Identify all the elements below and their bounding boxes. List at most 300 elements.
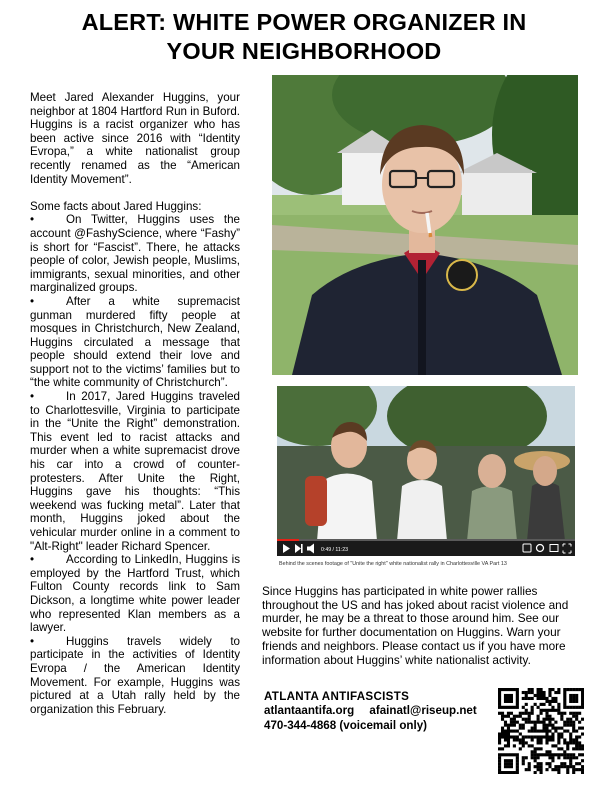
qr-module <box>498 753 501 756</box>
qr-module <box>563 706 566 709</box>
qr-module <box>507 771 510 774</box>
qr-module <box>572 721 575 724</box>
title-line-1: ALERT: WHITE POWER ORGANIZER IN <box>81 9 527 35</box>
qr-module <box>572 738 575 741</box>
qr-module <box>563 697 566 700</box>
qr-module <box>504 762 507 765</box>
qr-module <box>578 727 581 730</box>
qr-module <box>557 756 560 759</box>
qr-module <box>534 727 537 730</box>
qr-module <box>516 688 519 691</box>
qr-module <box>531 750 534 753</box>
qr-module <box>560 753 563 756</box>
qr-module <box>507 735 510 738</box>
qr-module <box>548 765 551 768</box>
qr-module <box>510 765 513 768</box>
qr-module <box>551 724 554 727</box>
qr-module <box>572 715 575 718</box>
qr-module <box>534 750 537 753</box>
qr-module <box>560 735 563 738</box>
qr-module <box>516 697 519 700</box>
qr-module <box>554 691 557 694</box>
qr-module <box>545 700 548 703</box>
qr-module <box>516 721 519 724</box>
qr-code[interactable] <box>498 688 584 774</box>
qr-module <box>528 730 531 733</box>
qr-module <box>569 753 572 756</box>
qr-module <box>548 688 551 691</box>
qr-module <box>531 706 534 709</box>
qr-module <box>501 715 504 718</box>
qr-module <box>548 694 551 697</box>
qr-module <box>548 753 551 756</box>
qr-module <box>540 753 543 756</box>
email-link[interactable]: afainatl@riseup.net <box>369 704 477 718</box>
qr-module <box>572 727 575 730</box>
qr-module <box>516 703 519 706</box>
qr-module <box>542 730 545 733</box>
qr-module <box>507 730 510 733</box>
qr-module <box>531 727 534 730</box>
qr-module <box>545 715 548 718</box>
qr-module <box>531 709 534 712</box>
qr-module <box>516 762 519 765</box>
qr-module <box>507 700 510 703</box>
qr-module <box>551 697 554 700</box>
qr-module <box>563 721 566 724</box>
qr-module <box>507 765 510 768</box>
qr-module <box>525 741 528 744</box>
qr-module <box>507 741 510 744</box>
qr-module <box>531 744 534 747</box>
qr-module <box>554 697 557 700</box>
warning-paragraph: Since Huggins has participated in white power rallies throughout the US and has joked about racist violence and murder, he may be a threat to those around him. See our website for further documentation on Huggins. Warn your friends and neighbors. Please contact us if you have more information about Huggins’ white nationalist activity. <box>262 584 569 667</box>
qr-module <box>554 768 557 771</box>
qr-module <box>525 694 528 697</box>
qr-module <box>557 732 560 735</box>
qr-module <box>516 768 519 771</box>
qr-module <box>528 762 531 765</box>
qr-module <box>575 700 578 703</box>
qr-module <box>548 700 551 703</box>
qr-module <box>551 709 554 712</box>
qr-module <box>540 688 543 691</box>
qr-module <box>548 756 551 759</box>
qr-module <box>575 706 578 709</box>
qr-module <box>540 735 543 738</box>
qr-module <box>498 697 501 700</box>
qr-module <box>575 744 578 747</box>
qr-module <box>554 753 557 756</box>
qr-module <box>578 688 581 691</box>
qr-module <box>513 735 516 738</box>
qr-module <box>575 738 578 741</box>
qr-module <box>501 771 504 774</box>
qr-module <box>510 759 513 762</box>
portrait-photo <box>272 75 578 375</box>
qr-module <box>540 747 543 750</box>
qr-module <box>513 715 516 718</box>
qr-module <box>516 765 519 768</box>
qr-module <box>501 747 504 750</box>
qr-module <box>513 738 516 741</box>
qr-module <box>548 762 551 765</box>
qr-module <box>507 753 510 756</box>
qr-module <box>578 747 581 750</box>
qr-module <box>563 741 566 744</box>
qr-module <box>528 768 531 771</box>
qr-module <box>557 727 560 730</box>
qr-module <box>540 768 543 771</box>
qr-module <box>525 721 528 724</box>
qr-module <box>507 759 510 762</box>
qr-module <box>560 732 563 735</box>
qr-module <box>516 706 519 709</box>
qr-module <box>545 727 548 730</box>
qr-module <box>575 730 578 733</box>
qr-module <box>540 694 543 697</box>
qr-module <box>531 735 534 738</box>
qr-module <box>528 691 531 694</box>
qr-module <box>557 753 560 756</box>
qr-module <box>513 744 516 747</box>
qr-module <box>572 747 575 750</box>
fact-text: After a white supremacist gunman murdered fifty people at mosques in Christchurch, New Zealand, Huggins circulated a message that people should extend their love and support not to the victims’ families but to “the white community of Christchurch”. <box>30 294 240 390</box>
qr-module <box>569 741 572 744</box>
qr-module <box>569 718 572 721</box>
qr-module <box>566 688 569 691</box>
qr-module <box>581 718 584 721</box>
qr-module <box>528 712 531 715</box>
qr-module <box>507 762 510 765</box>
qr-module <box>560 718 563 721</box>
qr-module <box>557 741 560 744</box>
qr-module <box>563 724 566 727</box>
qr-module <box>581 747 584 750</box>
qr-module <box>545 753 548 756</box>
qr-module <box>507 715 510 718</box>
qr-module <box>581 759 584 762</box>
portrait-illustration <box>272 75 578 375</box>
qr-module <box>566 771 569 774</box>
qr-module <box>548 691 551 694</box>
qr-module <box>551 768 554 771</box>
qr-module <box>545 709 548 712</box>
qr-module <box>516 694 519 697</box>
qr-module <box>507 688 510 691</box>
qr-module <box>525 756 528 759</box>
qr-module <box>566 753 569 756</box>
qr-module <box>566 706 569 709</box>
qr-module <box>563 700 566 703</box>
qr-module <box>534 753 537 756</box>
qr-module <box>528 718 531 721</box>
qr-module <box>572 765 575 768</box>
qr-module <box>540 721 543 724</box>
qr-module <box>537 768 540 771</box>
qr-module <box>507 732 510 735</box>
qr-module <box>528 744 531 747</box>
qr-module <box>569 688 572 691</box>
qr-module <box>566 721 569 724</box>
qr-module <box>519 724 522 727</box>
qr-module <box>557 688 560 691</box>
qr-module <box>498 694 501 697</box>
qr-module <box>548 735 551 738</box>
qr-module <box>522 741 525 744</box>
qr-module <box>566 747 569 750</box>
qr-module <box>516 738 519 741</box>
qr-module <box>548 721 551 724</box>
qr-module <box>545 718 548 721</box>
qr-module <box>504 732 507 735</box>
qr-module <box>545 735 548 738</box>
qr-module <box>540 691 543 694</box>
qr-module <box>537 715 540 718</box>
qr-module <box>498 688 501 691</box>
qr-module <box>507 727 510 730</box>
qr-module <box>551 756 554 759</box>
qr-module <box>531 688 534 691</box>
qr-module <box>522 706 525 709</box>
qr-module <box>531 753 534 756</box>
qr-module <box>548 703 551 706</box>
qr-module <box>540 765 543 768</box>
qr-module <box>504 700 507 703</box>
fact-text: Huggins travels widely to participate in the activities of Identity Evropa / the American Identity Movement. For example, Huggins was pictured at a Utah rally held by the organization this February. <box>30 634 240 716</box>
qr-module <box>569 735 572 738</box>
qr-module <box>528 721 531 724</box>
qr-module <box>525 712 528 715</box>
qr-module <box>572 768 575 771</box>
qr-module <box>534 721 537 724</box>
qr-module <box>542 703 545 706</box>
qr-module <box>537 694 540 697</box>
qr-module <box>498 703 501 706</box>
qr-module <box>513 724 516 727</box>
qr-module <box>560 765 563 768</box>
bullet-symbol: • <box>30 634 35 648</box>
rally-video-still <box>277 386 575 556</box>
qr-module <box>575 768 578 771</box>
qr-module <box>581 697 584 700</box>
qr-module <box>572 724 575 727</box>
qr-module <box>504 688 507 691</box>
qr-module <box>528 697 531 700</box>
qr-module <box>501 718 504 721</box>
qr-module <box>501 706 504 709</box>
qr-module <box>516 756 519 759</box>
qr-module <box>575 762 578 765</box>
qr-module <box>537 756 540 759</box>
qr-module <box>534 703 537 706</box>
qr-module <box>504 706 507 709</box>
qr-module <box>569 756 572 759</box>
fact-item <box>30 295 240 390</box>
qr-module <box>537 721 540 724</box>
fact-item <box>30 553 240 635</box>
qr-module <box>569 697 572 700</box>
qr-module <box>575 688 578 691</box>
qr-module <box>545 730 548 733</box>
qr-module <box>516 753 519 756</box>
qr-module <box>569 721 572 724</box>
qr-module <box>569 765 572 768</box>
bullet-symbol: • <box>30 390 35 404</box>
qr-module <box>542 727 545 730</box>
qr-module <box>581 771 584 774</box>
qr-module <box>557 738 560 741</box>
qr-module <box>575 735 578 738</box>
qr-module <box>566 765 569 768</box>
qr-module <box>510 724 513 727</box>
qr-module <box>551 744 554 747</box>
qr-module <box>542 721 545 724</box>
qr-module <box>519 712 522 715</box>
qr-module <box>542 709 545 712</box>
qr-module <box>548 738 551 741</box>
qr-module <box>537 718 540 721</box>
qr-module <box>504 753 507 756</box>
qr-module <box>557 747 560 750</box>
qr-module <box>513 718 516 721</box>
qr-module <box>504 771 507 774</box>
qr-module <box>504 744 507 747</box>
qr-module <box>551 688 554 691</box>
qr-module <box>504 730 507 733</box>
qr-module <box>504 759 507 762</box>
qr-module <box>510 762 513 765</box>
qr-module <box>510 694 513 697</box>
qr-module <box>581 688 584 691</box>
qr-module <box>578 735 581 738</box>
qr-module <box>522 756 525 759</box>
title-line-2: YOUR NEIGHBORHOOD <box>166 38 442 64</box>
qr-module <box>501 753 504 756</box>
qr-module <box>557 712 560 715</box>
qr-module <box>566 744 569 747</box>
qr-module <box>504 721 507 724</box>
qr-module <box>575 694 578 697</box>
qr-module <box>581 732 584 735</box>
qr-module <box>563 712 566 715</box>
qr-module <box>551 706 554 709</box>
qr-module <box>498 712 501 715</box>
qr-module <box>578 768 581 771</box>
qr-module <box>531 738 534 741</box>
qr-module <box>507 712 510 715</box>
qr-module <box>551 718 554 721</box>
qr-module <box>534 756 537 759</box>
qr-module <box>531 697 534 700</box>
qr-module <box>513 753 516 756</box>
qr-module <box>537 691 540 694</box>
qr-module <box>578 721 581 724</box>
qr-module <box>569 700 572 703</box>
qr-module <box>563 756 566 759</box>
qr-module <box>572 741 575 744</box>
qr-module <box>510 688 513 691</box>
qr-module <box>566 724 569 727</box>
qr-module <box>501 732 504 735</box>
qr-module <box>572 706 575 709</box>
qr-module <box>566 718 569 721</box>
qr-module <box>513 688 516 691</box>
qr-module <box>522 724 525 727</box>
qr-module <box>534 771 537 774</box>
qr-module <box>510 753 513 756</box>
qr-module <box>510 700 513 703</box>
qr-module <box>537 730 540 733</box>
qr-module <box>581 768 584 771</box>
qr-module <box>581 727 584 730</box>
fact-item <box>30 213 240 295</box>
qr-module <box>548 709 551 712</box>
qr-module <box>548 750 551 753</box>
website-link[interactable]: atlantaantifa.org <box>264 704 355 718</box>
qr-module <box>522 727 525 730</box>
qr-module <box>581 703 584 706</box>
qr-module <box>551 738 554 741</box>
fact-text: In 2017, Jared Huggins traveled to Charlottesville, Virginia to participate in the “Unite the Right” demonstration. This event led to racist attacks and murder when a white supremacist drove his car into a crowd of counter-protesters. After Unite the Right, Huggins gave his thoughts: “This weekend was fucking metal”. Later that month, Huggins joked about the vehicular murder online in a comment to "Alt-Right" leader Richard Spencer. <box>30 390 240 553</box>
qr-module <box>557 703 560 706</box>
qr-module <box>566 756 569 759</box>
qr-module <box>560 715 563 718</box>
qr-module <box>569 694 572 697</box>
qr-module <box>548 724 551 727</box>
qr-module <box>498 741 501 744</box>
qr-module <box>575 741 578 744</box>
qr-module <box>563 688 566 691</box>
qr-module <box>537 697 540 700</box>
qr-module <box>560 747 563 750</box>
qr-module <box>519 715 522 718</box>
qr-module <box>513 706 516 709</box>
qr-module <box>540 771 543 774</box>
qr-module <box>501 688 504 691</box>
qr-module <box>537 747 540 750</box>
qr-module <box>510 706 513 709</box>
qr-module <box>516 691 519 694</box>
qr-module <box>551 759 554 762</box>
qr-module <box>522 712 525 715</box>
qr-module <box>537 762 540 765</box>
rally-illustration <box>277 386 575 556</box>
qr-module <box>501 730 504 733</box>
qr-module <box>572 771 575 774</box>
qr-module <box>504 694 507 697</box>
qr-module <box>557 735 560 738</box>
qr-module <box>540 703 543 706</box>
qr-module <box>572 756 575 759</box>
qr-module <box>537 735 540 738</box>
qr-module <box>563 762 566 765</box>
qr-module <box>578 753 581 756</box>
qr-module <box>572 697 575 700</box>
qr-module <box>569 759 572 762</box>
qr-module <box>563 703 566 706</box>
qr-module <box>519 727 522 730</box>
qr-module <box>569 732 572 735</box>
qr-module <box>531 721 534 724</box>
qr-module <box>519 738 522 741</box>
qr-module <box>504 724 507 727</box>
qr-module <box>498 768 501 771</box>
bullet-symbol: • <box>30 213 35 227</box>
qr-module <box>498 735 501 738</box>
qr-module <box>554 765 557 768</box>
qr-module <box>522 738 525 741</box>
